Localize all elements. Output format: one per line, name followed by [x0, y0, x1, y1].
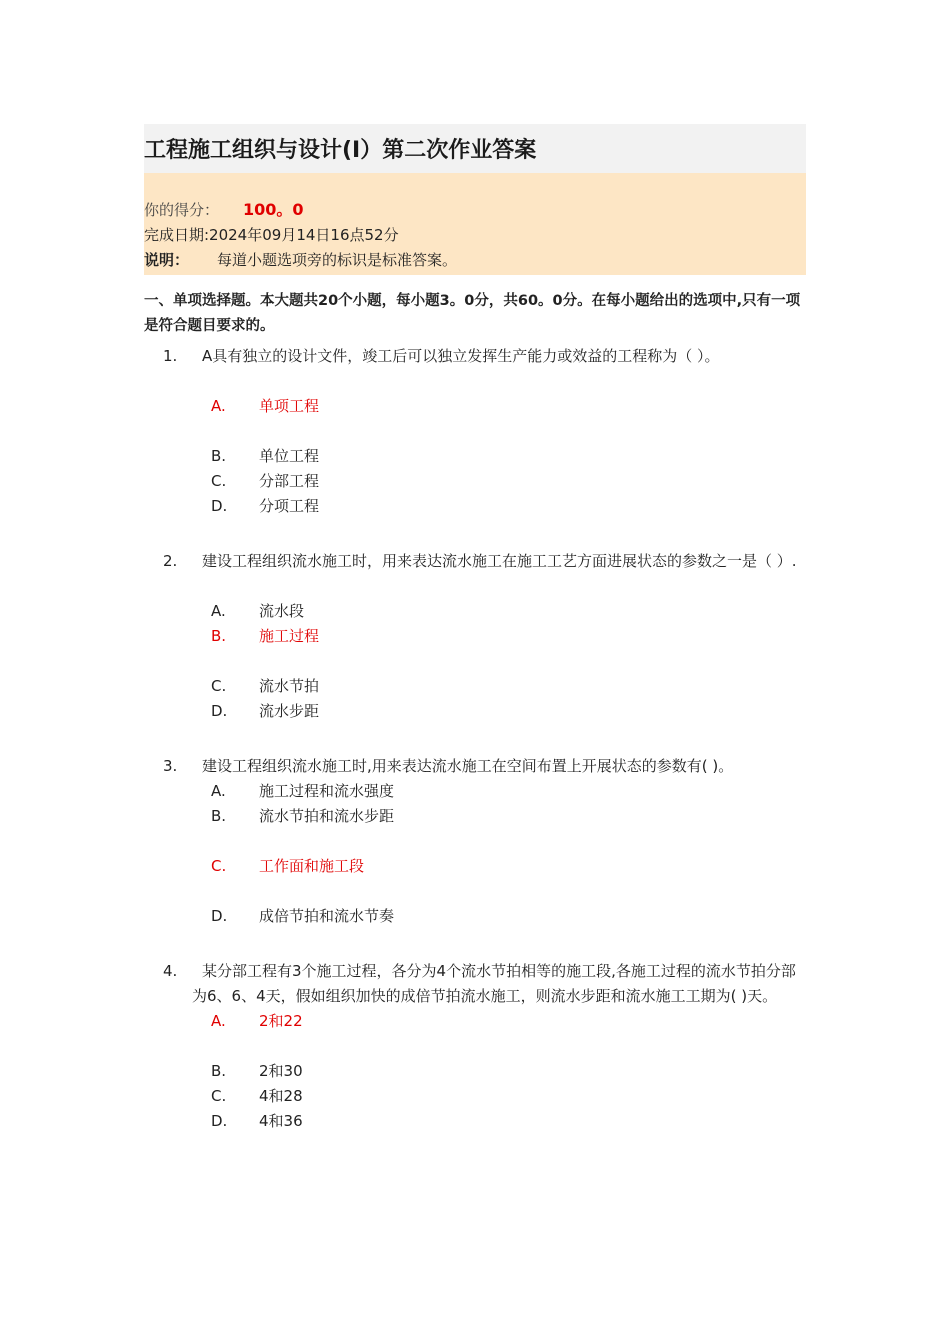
option: [211, 674, 806, 699]
question-text: [163, 549, 806, 574]
option: [211, 494, 806, 519]
option-letter: C.: [211, 857, 227, 875]
option-letter: B.: [211, 447, 227, 465]
option-text: 4和36: [259, 1112, 303, 1130]
option-text: 单项工程: [259, 397, 320, 415]
option: [211, 469, 806, 494]
question-number: 3.: [163, 757, 178, 775]
score-label: 你的得分：: [144, 201, 220, 219]
question-number: 2.: [163, 552, 178, 570]
note-text: 每道小题选项旁的标识是标准答案。: [217, 251, 458, 269]
option-letter: D.: [211, 497, 228, 515]
question-body: 建设工程组织流水施工时,用来表达流水施工在空间布置上开展状态的参数有( )。: [202, 757, 734, 775]
option-text: 施工过程: [259, 627, 320, 645]
question-number: 1.: [163, 347, 178, 365]
option-correct: [211, 854, 806, 879]
option-text: 流水节拍: [259, 677, 320, 695]
option: [211, 599, 806, 624]
question-body: 某分部工程有3个施工过程，各分为4个流水节拍相等的施工段,各施工过程的流水节拍分部为6、6、4天，假如组织加快的成倍节拍流水施工，则流水步距和流水施工工期为( )天。: [192, 962, 796, 1005]
option-letter: C.: [211, 472, 227, 490]
option: [211, 804, 806, 829]
question-block: [144, 754, 806, 954]
question-text: [163, 754, 806, 779]
option: [211, 699, 806, 724]
question-block: [144, 959, 806, 1134]
question-text: [163, 959, 806, 1009]
option: [211, 1084, 806, 1109]
question-number: 4.: [163, 962, 178, 980]
option-text: 施工过程和流水强度: [259, 782, 395, 800]
question-block: [144, 549, 806, 749]
completion-date: 完成日期:2024年09月14日16点52分: [144, 226, 399, 244]
option-text: 4和28: [259, 1087, 303, 1105]
option-letter: A.: [211, 1012, 226, 1030]
option: [211, 1059, 806, 1084]
document-page: [144, 124, 806, 1134]
option-letter: A.: [211, 782, 226, 800]
option-text: 分项工程: [259, 497, 320, 515]
option-text: 工作面和施工段: [259, 857, 365, 875]
option-list: [211, 369, 806, 544]
note-label: 说明：: [144, 251, 190, 269]
option-correct: [211, 624, 806, 649]
result-info-box: [144, 173, 806, 275]
option: [211, 444, 806, 469]
section-heading: 一、单项选择题。本大题共20个小题，每小题3。0分，共60。0分。在每小题给出的选项中,只有一项是符合题目要求的。: [144, 293, 801, 334]
option-letter: B.: [211, 807, 227, 825]
option-letter: B.: [211, 627, 227, 645]
note-row: [144, 248, 806, 273]
option-text: 流水步距: [259, 702, 320, 720]
option-list: [211, 1009, 806, 1134]
page-title: 工程施工组织与设计(I）第二次作业答案: [144, 138, 537, 163]
option-text: 成倍节拍和流水节奏: [259, 907, 395, 925]
title-bar: [144, 124, 806, 173]
score-value: 100。0: [243, 200, 304, 219]
option-list: [211, 779, 806, 954]
option-letter: C.: [211, 677, 227, 695]
option-text: 流水节拍和流水步距: [259, 807, 395, 825]
question-text: [163, 344, 806, 369]
option-letter: D.: [211, 702, 228, 720]
option-text: 2和30: [259, 1062, 303, 1080]
option: [211, 904, 806, 929]
question-block: [144, 344, 806, 544]
option-letter: D.: [211, 907, 228, 925]
option-list: [211, 574, 806, 749]
option-text: 2和22: [259, 1012, 303, 1030]
option-text: 单位工程: [259, 447, 320, 465]
option-letter: A.: [211, 602, 226, 620]
option: [211, 1109, 806, 1134]
option: [211, 779, 806, 804]
question-body: A具有独立的设计文件，竣工后可以独立发挥生产能力或效益的工程称为（ ）。: [202, 347, 720, 365]
option-letter: A.: [211, 397, 226, 415]
option-letter: D.: [211, 1112, 228, 1130]
option-correct: [211, 1009, 806, 1034]
option-text: 流水段: [259, 602, 305, 620]
option-text: 分部工程: [259, 472, 320, 490]
option-correct: [211, 394, 806, 419]
option-letter: B.: [211, 1062, 227, 1080]
question-body: 建设工程组织流水施工时，用来表达流水施工在施工工艺方面进展状态的参数之一是（ ）.: [202, 552, 797, 570]
option-letter: C.: [211, 1087, 227, 1105]
score-row: [144, 197, 806, 223]
